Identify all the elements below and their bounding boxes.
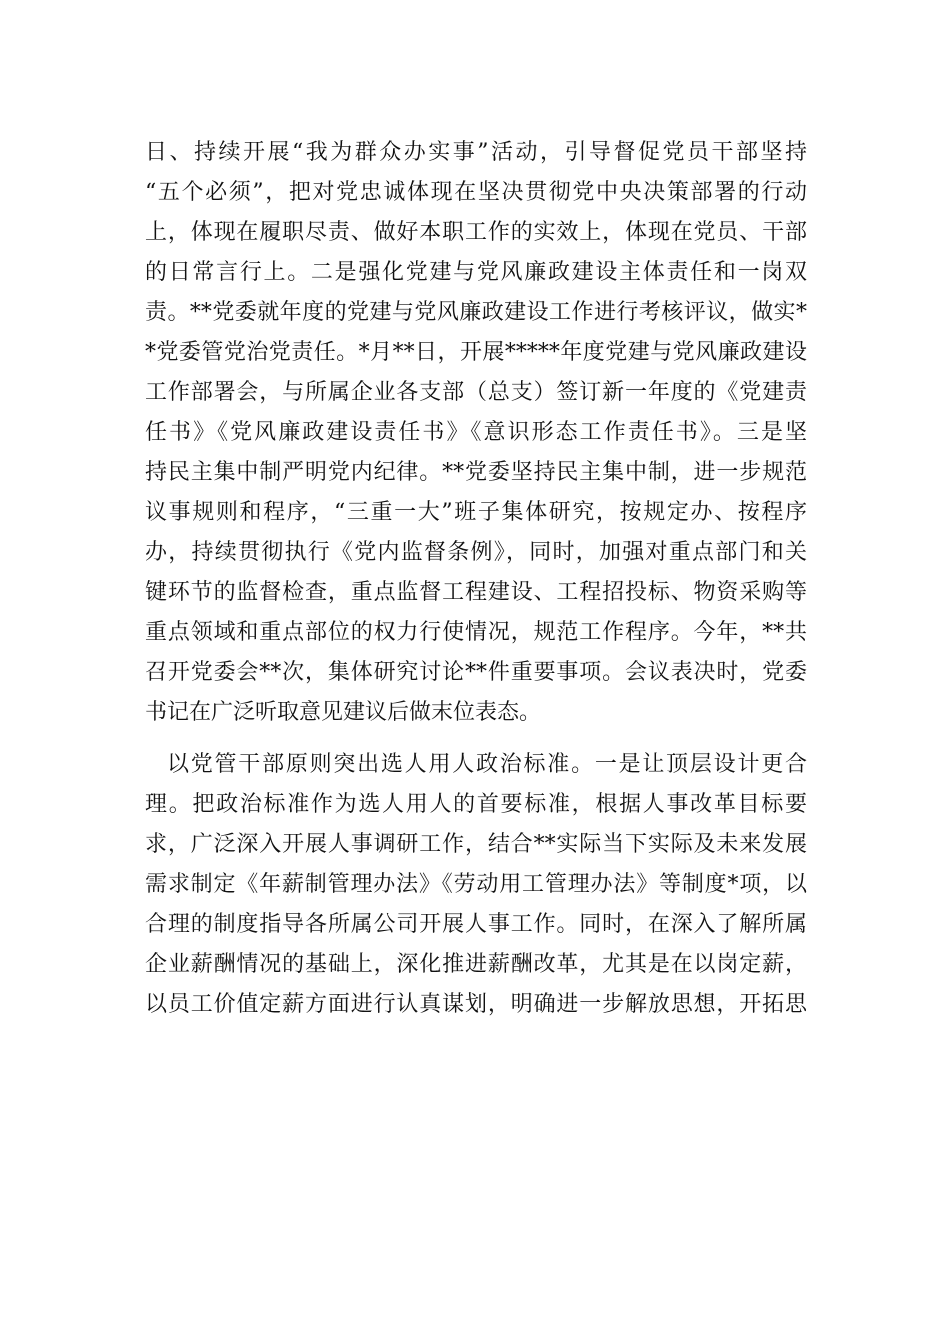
text-line: 持民主集中制严明党内纪律。**党委坚持民主集中制，进一步规范 <box>145 460 807 485</box>
text-line: 重点领域和重点部位的权力行使情况，规范工作程序。今年，**共 <box>145 620 807 645</box>
text-line: 议事规则和程序，“三重一大”班子集体研究，按规定办、按程序 <box>145 500 807 525</box>
text-line: 的日常言行上。二是强化党建与党风廉政建设主体责任和一岗双 <box>145 260 807 285</box>
text-line: *党委管党治党责任。*月**日，开展*****年度党建与党风廉政建设 <box>145 340 807 365</box>
text-line: 企业薪酬情况的基础上，深化推进薪酬改革，尤其是在以岗定薪， <box>145 952 807 977</box>
text-line: 上，体现在履职尽责、做好本职工作的实效上，体现在党员、干部 <box>145 220 807 245</box>
text-line: 日、持续开展“我为群众办实事”活动，引导督促党员干部坚持 <box>145 140 807 165</box>
text-line: 合理的制度指导各所属公司开展人事工作。同时，在深入了解所属 <box>145 912 807 937</box>
text-line: 键环节的监督检查，重点监督工程建设、工程招投标、物资采购等 <box>145 580 807 605</box>
text-line: 任书》《党风廉政建设责任书》《意识形态工作责任书》。三是坚 <box>145 420 807 445</box>
text-line: “五个必须”，把对党忠诚体现在坚决贯彻党中央决策部署的行动 <box>145 180 807 205</box>
document-body <box>145 133 807 1025</box>
text-line: 理。把政治标准作为选人用人的首要标准，根据人事改革目标要 <box>145 792 807 817</box>
text-line: 工作部署会，与所属企业各支部（总支）签订新一年度的《党建责 <box>145 380 807 405</box>
text-line: 办，持续贯彻执行《党内监督条例》，同时，加强对重点部门和关 <box>145 540 807 565</box>
text-line: 责。**党委就年度的党建与党风廉政建设工作进行考核评议，做实* <box>145 300 807 325</box>
text-line: 求，广泛深入开展人事调研工作，结合**实际当下实际及未来发展 <box>145 832 807 857</box>
paragraph-2 <box>145 745 807 1025</box>
text-line: 以员工价值定薪方面进行认真谋划，明确进一步解放思想，开拓思 <box>145 992 807 1017</box>
text-line: 需求制定《年薪制管理办法》《劳动用工管理办法》等制度*项，以 <box>145 872 807 897</box>
text-line: 召开党委会**次，集体研究讨论**件重要事项。会议表决时，党委 <box>145 660 807 685</box>
text-line: 书记在广泛听取意见建议后做末位表态。 <box>145 700 542 725</box>
paragraph-1 <box>145 133 807 733</box>
text-line: 以党管干部原则突出选人用人政治标准。一是让顶层设计更合 <box>167 752 807 777</box>
paragraph-gap <box>145 733 807 745</box>
